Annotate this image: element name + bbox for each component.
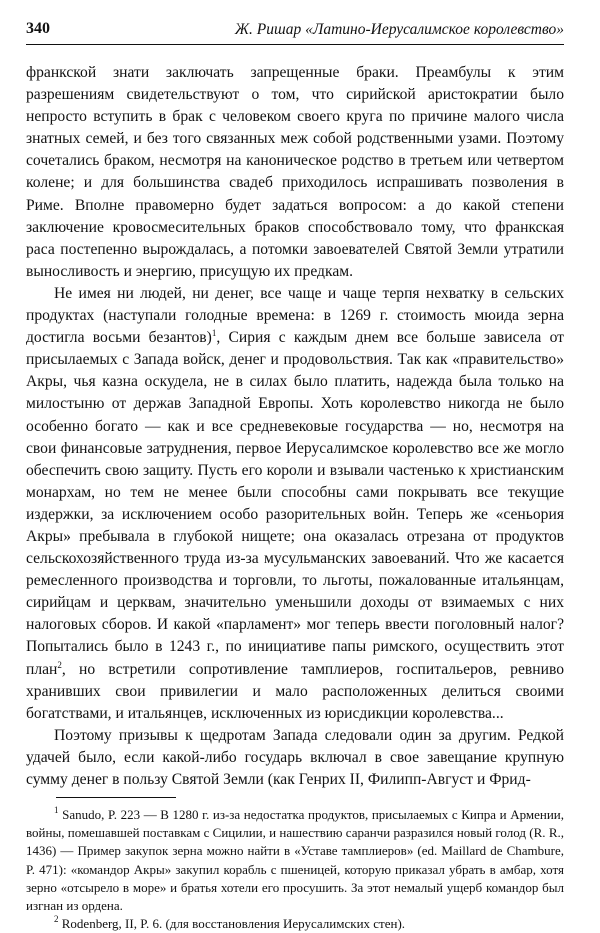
page-number: 340 (26, 20, 50, 37)
paragraph-3: Поэтому призывы к щедротам Запада следовали один за другим. Редкой удачей было, если какой-либо государь включал в свое завещание крупную сумму денег в пользу Святой Земли (как Генрих II, Филипп-Август и Фрид- (26, 726, 564, 788)
running-title: Ж. Ришар «Латино-Иерусалимское королевство» (234, 21, 564, 38)
footnote-ref-2: 2 (57, 659, 62, 670)
footnote-1-text: Sanudo, P. 223 — В 1280 г. из-за недостатка продуктов, присылаемых с Кипра и Армении, войны, помешавшей поставкам с Сицилии, и нашествию саранчи разразился новый голод (R. R., 1436) — Пример закупок зерна можно найти в «Уставе тамплиеров» (ed. Maillard de Chambure, P. 471): «командор Акры» закупил корабль с пшеницей, которую приказал убрать в амбар, хотя зерно «отсырело в море» и братья хотели его просушить. За этот немалый ущерб командор был изгнан из ордена. (26, 807, 565, 914)
main-text (26, 62, 564, 791)
footnotes (26, 806, 564, 933)
paragraph-2-part-3: , но встретили сопротивление тамплиеров, госпитальеров, ревниво хранивших свои привилегии и мало расположенных делиться своими богатствами, и итальянцев, исключенных из юрисдикции королевства... (26, 660, 564, 722)
footnote-1 (26, 806, 564, 915)
footnote-divider (56, 797, 176, 798)
paragraph-2-part-1: Не имея ни людей, ни денег, все чаще и чаще терпя нехватку в сельских продуктах (наступали голодные времена: в 1269 г. стоимость мюида зерна достигла восьми безантов) (26, 284, 564, 347)
page-header (26, 18, 564, 45)
footnote-2 (26, 915, 564, 933)
footnote-2-marker: 2 (54, 914, 59, 925)
footnote-ref-1: 1 (211, 328, 217, 339)
paragraph-2-part-2: , Сирия с каждым днем все больше зависела от присылаемых с Запада войск, денег и продовольствия. Так как «правительство» Акры, чья казна оскудела, не в силах было платить, надежда была только на милостыню от держав Западной Европы. Хоть королевство никогда не было особенно богато — как и все средневековые государства — но, несмотря на свои финансовые затруднения, первое Иерусалимское королевство все же могло обеспечить свою защиту. Пусть его короли и взывали частенько к христианским монархам, но тем не менее были способны сами покрывать все текущие издержки, за исключением особо разорительных войн. Теперь же «сеньория Акры» пребывала в глубокой нищете; она оказалась отрезана от продуктов сельскохозяйственного труда из-за мусульманских завоеваний. Что же касается ремесленного производства и торговли, то льготы, пожалованные итальянцам, сирийцам и церквам, значительно уменьшили доходы от взимаемых с них налоговых сборов. И какой «парламент» мог теперь ввести поголовный налог? Попытались было в 1243 г., по инициативе папы римского, осуществить этот план (26, 329, 564, 678)
paragraph-1: франкской знати заключать запрещенные браки. Преамбулы к этим разрешениям свидетельствуют о том, что сирийской аристократии было непросто вступить в брак с человеком своего круга по причине малого числа знатных семей, и без того связанных меж собой родственными узами. Поэтому сочетались браком, несмотря на каноническое родство в третьем или четвертом колене; и для большинства свадеб приходилось испрашивать позволения в Риме. Вполне правомерно будет задаться вопросом: а до какой степени заключение кровосмесительных браков способствовало тому, что франкская раса постепенно вырождалась, а потомки завоевателей Святой Земли утратили выносливость и энергию, присущую их предкам. (26, 64, 564, 280)
footnote-2-text: Rodenberg, II, P. 6. (для восстановления Иерусалимских стен). (61, 916, 406, 932)
paragraph-2 (26, 283, 564, 725)
footnote-1-marker: 1 (54, 805, 59, 815)
